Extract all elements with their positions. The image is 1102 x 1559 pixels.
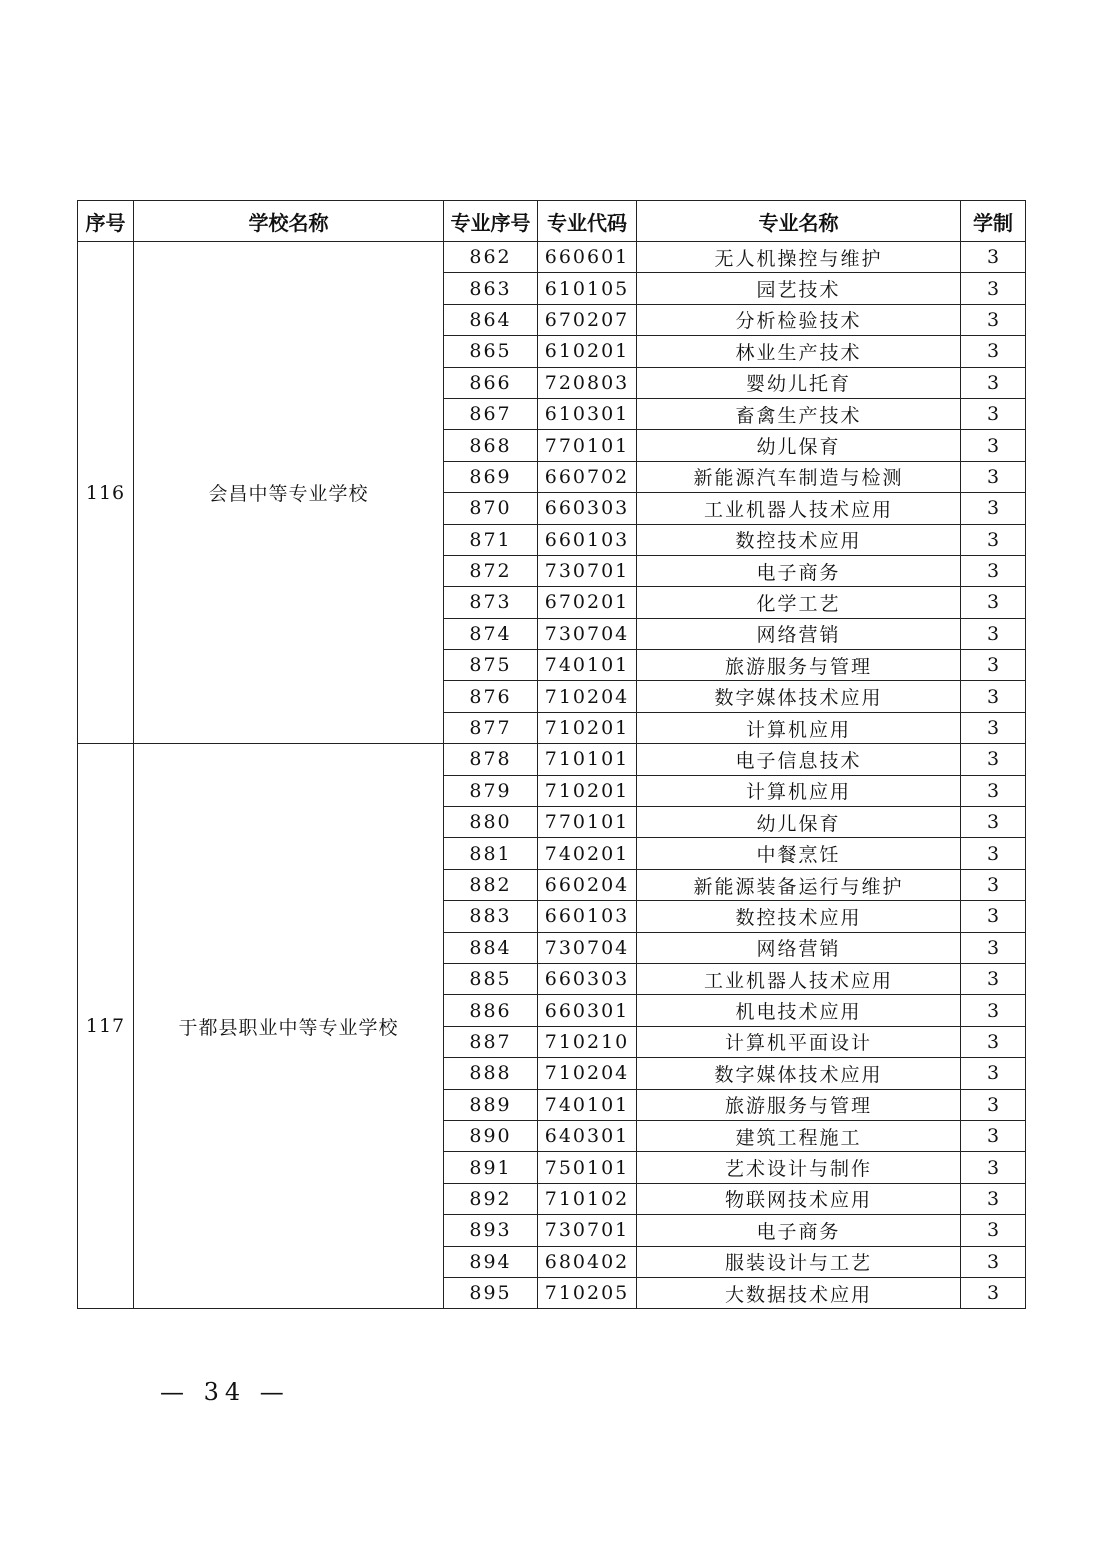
major-table [77,200,1026,1309]
major-index-cell: 882 [444,869,538,900]
major-index-cell: 862 [444,242,538,273]
major-code-cell: 730704 [538,618,637,649]
major-code-cell: 710101 [538,744,637,775]
major-index-cell: 885 [444,963,538,994]
major-name-cell: 新能源汽车制造与检测 [637,461,961,492]
major-name-cell: 机电技术应用 [637,995,961,1026]
major-code-cell: 730704 [538,932,637,963]
major-code-cell: 660303 [538,493,637,524]
major-name-cell: 电子商务 [637,1215,961,1246]
major-name-cell: 计算机应用 [637,775,961,806]
major-code-cell: 750101 [538,1152,637,1183]
major-name-cell: 幼儿保育 [637,430,961,461]
major-code-cell: 740101 [538,650,637,681]
major-index-cell: 870 [444,493,538,524]
major-name-cell: 数字媒体技术应用 [637,1058,961,1089]
major-code-cell: 710201 [538,712,637,743]
header-index: 序号 [78,201,134,242]
major-code-cell: 740101 [538,1089,637,1120]
major-code-cell: 640301 [538,1120,637,1151]
school-name-cell: 会昌中等专业学校 [134,242,444,744]
major-index-cell: 894 [444,1246,538,1277]
major-name-cell: 化学工艺 [637,587,961,618]
duration-cell: 3 [961,304,1026,335]
major-code-cell: 660204 [538,869,637,900]
major-index-cell: 895 [444,1277,538,1308]
major-index-cell: 892 [444,1183,538,1214]
duration-cell: 3 [961,963,1026,994]
duration-cell: 3 [961,1026,1026,1057]
major-name-cell: 幼儿保育 [637,807,961,838]
major-code-cell: 660303 [538,963,637,994]
duration-cell: 3 [961,1215,1026,1246]
duration-cell: 3 [961,430,1026,461]
major-name-cell: 畜禽生产技术 [637,398,961,429]
table-row [78,744,1026,775]
duration-cell: 3 [961,398,1026,429]
major-name-cell: 无人机操控与维护 [637,242,961,273]
major-code-cell: 660103 [538,901,637,932]
duration-cell: 3 [961,273,1026,304]
duration-cell: 3 [961,1277,1026,1308]
duration-cell: 3 [961,1183,1026,1214]
major-name-cell: 中餐烹饪 [637,838,961,869]
major-name-cell: 旅游服务与管理 [637,650,961,681]
major-code-cell: 710204 [538,1058,637,1089]
major-index-cell: 879 [444,775,538,806]
major-code-cell: 710205 [538,1277,637,1308]
page-number: — 34 — [160,1378,290,1406]
major-index-cell: 872 [444,555,538,586]
major-index-cell: 881 [444,838,538,869]
header-major-name: 专业名称 [637,201,961,242]
major-name-cell: 大数据技术应用 [637,1277,961,1308]
major-code-cell: 610301 [538,398,637,429]
major-code-cell: 660702 [538,461,637,492]
major-code-cell: 710210 [538,1026,637,1057]
major-code-cell: 720803 [538,367,637,398]
major-index-cell: 888 [444,1058,538,1089]
header-major-code: 专业代码 [538,201,637,242]
major-name-cell: 建筑工程施工 [637,1120,961,1151]
major-name-cell: 网络营销 [637,618,961,649]
duration-cell: 3 [961,493,1026,524]
major-code-cell: 740201 [538,838,637,869]
duration-cell: 3 [961,1152,1026,1183]
major-name-cell: 艺术设计与制作 [637,1152,961,1183]
duration-cell: 3 [961,807,1026,838]
duration-cell: 3 [961,1089,1026,1120]
header-row [78,201,1026,242]
major-name-cell: 旅游服务与管理 [637,1089,961,1120]
major-index-cell: 886 [444,995,538,1026]
table-header [78,201,1026,242]
major-name-cell: 数字媒体技术应用 [637,681,961,712]
major-code-cell: 710204 [538,681,637,712]
major-index-cell: 864 [444,304,538,335]
major-name-cell: 工业机器人技术应用 [637,493,961,524]
major-name-cell: 园艺技术 [637,273,961,304]
major-name-cell: 电子商务 [637,555,961,586]
major-index-cell: 869 [444,461,538,492]
major-code-cell: 610201 [538,336,637,367]
major-index-cell: 884 [444,932,538,963]
major-name-cell: 分析检验技术 [637,304,961,335]
major-index-cell: 866 [444,367,538,398]
major-index-cell: 874 [444,618,538,649]
header-duration: 学制 [961,201,1026,242]
duration-cell: 3 [961,555,1026,586]
school-index-cell: 116 [78,242,134,744]
major-name-cell: 计算机应用 [637,712,961,743]
header-major-index: 专业序号 [444,201,538,242]
major-name-cell: 数控技术应用 [637,524,961,555]
major-name-cell: 服装设计与工艺 [637,1246,961,1277]
major-index-cell: 873 [444,587,538,618]
major-code-cell: 680402 [538,1246,637,1277]
table-row [78,242,1026,273]
duration-cell: 3 [961,869,1026,900]
major-code-cell: 670201 [538,587,637,618]
duration-cell: 3 [961,650,1026,681]
duration-cell: 3 [961,932,1026,963]
major-index-cell: 867 [444,398,538,429]
duration-cell: 3 [961,901,1026,932]
major-code-cell: 660103 [538,524,637,555]
major-index-cell: 880 [444,807,538,838]
duration-cell: 3 [961,242,1026,273]
school-index-cell: 117 [78,744,134,1309]
major-index-cell: 883 [444,901,538,932]
duration-cell: 3 [961,775,1026,806]
major-code-cell: 670207 [538,304,637,335]
major-index-cell: 893 [444,1215,538,1246]
major-name-cell: 工业机器人技术应用 [637,963,961,994]
duration-cell: 3 [961,838,1026,869]
major-name-cell: 网络营销 [637,932,961,963]
duration-cell: 3 [961,524,1026,555]
major-index-cell: 887 [444,1026,538,1057]
major-code-cell: 710201 [538,775,637,806]
major-index-cell: 890 [444,1120,538,1151]
major-name-cell: 电子信息技术 [637,744,961,775]
major-name-cell: 新能源装备运行与维护 [637,869,961,900]
duration-cell: 3 [961,744,1026,775]
duration-cell: 3 [961,1120,1026,1151]
major-code-cell: 660601 [538,242,637,273]
major-name-cell: 物联网技术应用 [637,1183,961,1214]
major-index-cell: 878 [444,744,538,775]
major-index-cell: 877 [444,712,538,743]
major-name-cell: 数控技术应用 [637,901,961,932]
duration-cell: 3 [961,336,1026,367]
major-index-cell: 863 [444,273,538,304]
major-index-cell: 868 [444,430,538,461]
major-index-cell: 871 [444,524,538,555]
major-name-cell: 婴幼儿托育 [637,367,961,398]
duration-cell: 3 [961,995,1026,1026]
duration-cell: 3 [961,618,1026,649]
duration-cell: 3 [961,712,1026,743]
duration-cell: 3 [961,367,1026,398]
major-code-cell: 660301 [538,995,637,1026]
major-code-cell: 770101 [538,430,637,461]
duration-cell: 3 [961,681,1026,712]
major-name-cell: 计算机平面设计 [637,1026,961,1057]
header-school-name: 学校名称 [134,201,444,242]
school-name-cell: 于都县职业中等专业学校 [134,744,444,1309]
duration-cell: 3 [961,587,1026,618]
major-index-cell: 889 [444,1089,538,1120]
major-code-cell: 770101 [538,807,637,838]
major-code-cell: 730701 [538,555,637,586]
duration-cell: 3 [961,1058,1026,1089]
major-index-cell: 875 [444,650,538,681]
table-body [78,242,1026,1309]
major-index-cell: 891 [444,1152,538,1183]
major-code-cell: 730701 [538,1215,637,1246]
major-code-cell: 710102 [538,1183,637,1214]
duration-cell: 3 [961,461,1026,492]
major-index-cell: 865 [444,336,538,367]
major-index-cell: 876 [444,681,538,712]
duration-cell: 3 [961,1246,1026,1277]
major-code-cell: 610105 [538,273,637,304]
major-name-cell: 林业生产技术 [637,336,961,367]
